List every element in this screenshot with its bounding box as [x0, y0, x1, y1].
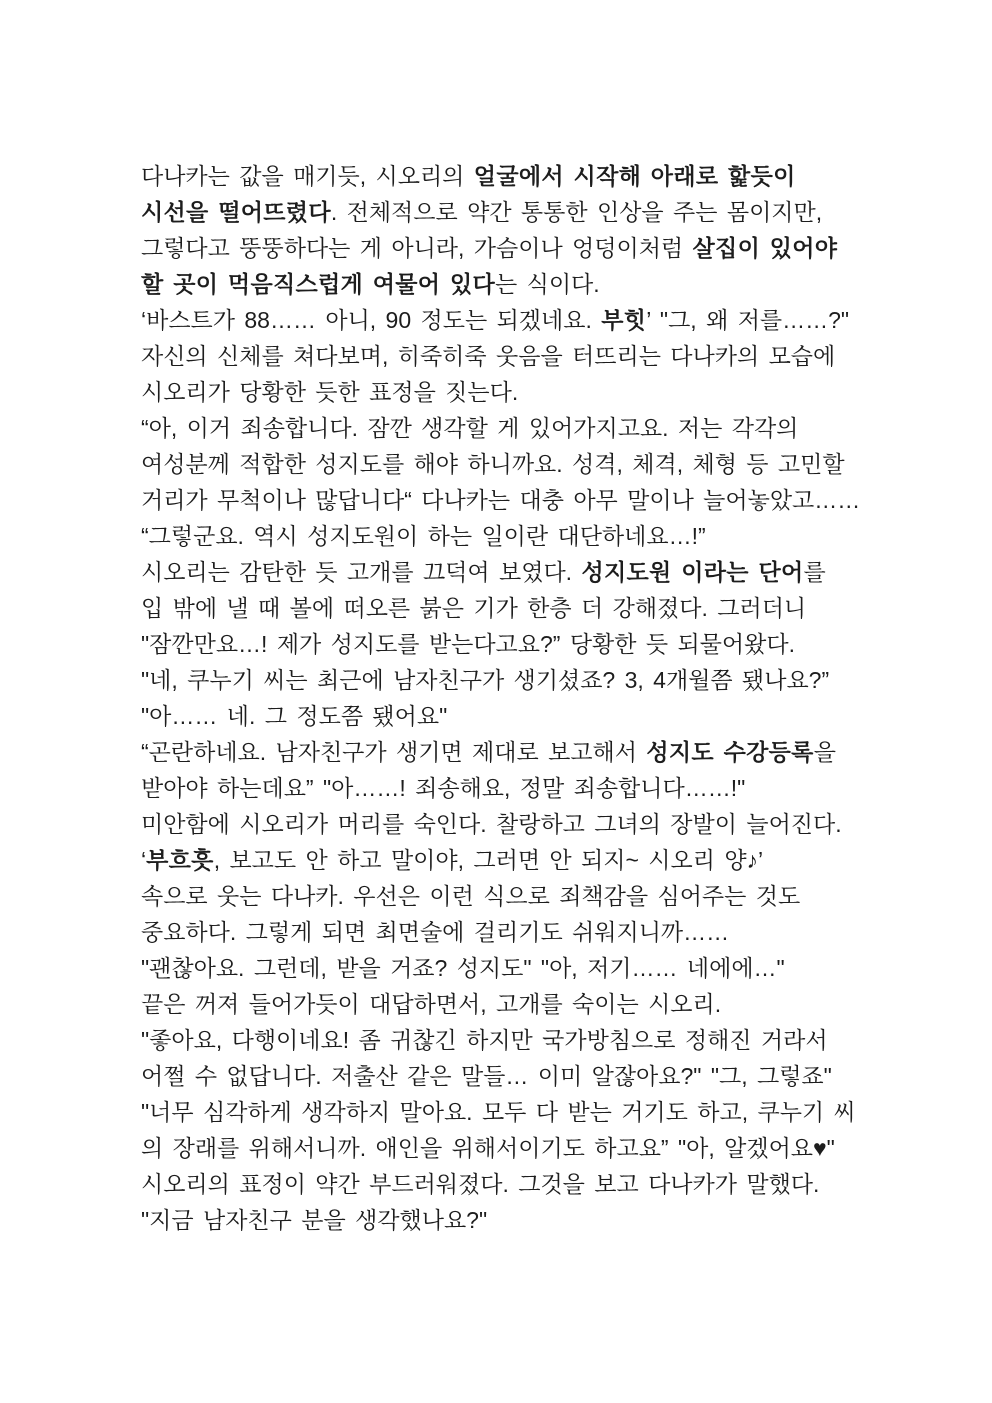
text-line: [141, 1130, 881, 1166]
text-line: [141, 302, 881, 338]
body-text: 속으로 웃는 다나카. 우선은 이런 식으로 죄책감을 심어주는 것도: [141, 883, 801, 909]
text-line: [141, 482, 881, 518]
body-text: 끝은 꺼져 들어가듯이 대답하면서, 고개를 숙이는 시오리.: [141, 991, 722, 1017]
emphasis-text: 얼굴에서 시작해 아래로 핥듯이: [473, 163, 796, 189]
text-line: [141, 158, 881, 194]
body-text: “아, 이거 죄송합니다. 잠깐 생각할 게 있어가지고요. 저는 각각의: [141, 415, 799, 441]
text-line: [141, 950, 881, 986]
text-line: [141, 914, 881, 950]
text-line: [141, 590, 881, 626]
text-line: [141, 230, 881, 266]
body-text: 의 장래를 위해서니까. 애인을 위해서이기도 하고요” "아, 알겠어요♥": [141, 1135, 835, 1161]
emphasis-text: 성지도 수강등록: [646, 739, 814, 765]
emphasis-text: 부흐흣: [146, 847, 214, 873]
body-text: 를: [803, 559, 826, 585]
body-text: 거리가 무척이나 많답니다“ 다나카는 대충 아무 말이나 늘어놓았고……: [141, 487, 861, 513]
body-text: “그렇군요. 역시 성지도원이 하는 일이란 대단하네요…!”: [141, 523, 706, 549]
text-line: [141, 986, 881, 1022]
body-text: "너무 심각하게 생각하지 말아요. 모두 다 받는 거기도 하고, 쿠누기 씨: [141, 1099, 856, 1125]
body-text: "괜찮아요. 그런데, 받을 거죠? 성지도" "아, 저기…… 네에에…": [141, 955, 785, 981]
body-text: 을: [813, 739, 836, 765]
text-line: [141, 806, 881, 842]
body-text: 자신의 신체를 쳐다보며, 히죽히죽 웃음을 터뜨리는 다나카의 모습에: [141, 343, 836, 369]
body-text: 그렇다고 뚱뚱하다는 게 아니라, 가슴이나 엉덩이처럼: [141, 235, 693, 261]
emphasis-text: 성지도원 이라는 단어: [581, 559, 804, 585]
body-text: 시오리가 당황한 듯한 표정을 짓는다.: [141, 379, 519, 405]
body-text: 여성분께 적합한 성지도를 해야 하니까요. 성격, 체격, 체형 등 고민할: [141, 451, 845, 477]
text-line: [141, 1202, 881, 1238]
body-text: . 전체적으로 약간 통통한 인상을 주는 몸이지만,: [330, 199, 823, 225]
body-text: 는 식이다.: [495, 271, 600, 297]
body-text: “곤란하네요. 남자친구가 생기면 제대로 보고해서: [141, 739, 647, 765]
text-line: [141, 410, 881, 446]
body-text: ‘바스트가 88…… 아니, 90 정도는 되겠네요.: [141, 307, 602, 333]
text-line: [141, 374, 881, 410]
body-text: 중요하다. 그렇게 되면 최면술에 걸리기도 쉬워지니까……: [141, 919, 730, 945]
body-text: "네, 쿠누기 씨는 최근에 남자친구가 생기셨죠? 3, 4개월쯤 됐나요?”: [141, 667, 830, 693]
body-text: 미안함에 시오리가 머리를 숙인다. 찰랑하고 그녀의 장발이 늘어진다.: [141, 811, 842, 837]
body-text: 어쩔 수 없답니다. 저출산 같은 말들… 이미 알잖아요?" "그, 그렇죠": [141, 1063, 832, 1089]
text-line: [141, 734, 881, 770]
text-content: [141, 158, 881, 1238]
text-line: [141, 842, 881, 878]
body-text: 시오리의 표정이 약간 부드러워졌다. 그것을 보고 다나카가 말했다.: [141, 1171, 820, 1197]
text-line: [141, 1058, 881, 1094]
emphasis-text: 할 곳이 먹음직스럽게 여물어 있다: [141, 271, 496, 297]
text-line: [141, 194, 881, 230]
body-text: "잠깐만요…! 제가 성지도를 받는다고요?” 당황한 듯 되물어왔다.: [141, 631, 795, 657]
emphasis-text: 부힛: [601, 307, 647, 333]
text-line: [141, 662, 881, 698]
body-text: 다나카는 값을 매기듯, 시오리의: [141, 163, 474, 189]
text-line: [141, 518, 881, 554]
body-text: ‘: [141, 847, 147, 873]
text-line: [141, 1022, 881, 1058]
body-text: "지금 남자친구 분을 생각했나요?": [141, 1207, 488, 1233]
body-text: ’ "그, 왜 저를……?": [646, 307, 850, 333]
text-line: [141, 554, 881, 590]
text-line: [141, 698, 881, 734]
body-text: 입 밖에 낼 때 볼에 떠오른 붉은 기가 한층 더 강해졌다. 그러더니: [141, 595, 807, 621]
body-text: "좋아요, 다행이네요! 좀 귀찮긴 하지만 국가방침으로 정해진 거라서: [141, 1027, 828, 1053]
text-line: [141, 1166, 881, 1202]
text-line: [141, 770, 881, 806]
text-line: [141, 1094, 881, 1130]
text-line: [141, 338, 881, 374]
text-line: [141, 626, 881, 662]
body-text: "아…… 네. 그 정도쯤 됐어요": [141, 703, 448, 729]
body-text: 받아야 하는데요” "아……! 죄송해요, 정말 죄송합니다……!": [141, 775, 746, 801]
emphasis-text: 살집이 있어야: [692, 235, 838, 261]
text-line: [141, 446, 881, 482]
body-text: 시오리는 감탄한 듯 고개를 끄덕여 보였다.: [141, 559, 582, 585]
text-line: [141, 878, 881, 914]
body-text: , 보고도 안 하고 말이야, 그러면 안 되지~ 시오리 양♪’: [213, 847, 764, 873]
emphasis-text: 시선을 떨어뜨렸다: [141, 199, 331, 225]
text-line: [141, 266, 881, 302]
